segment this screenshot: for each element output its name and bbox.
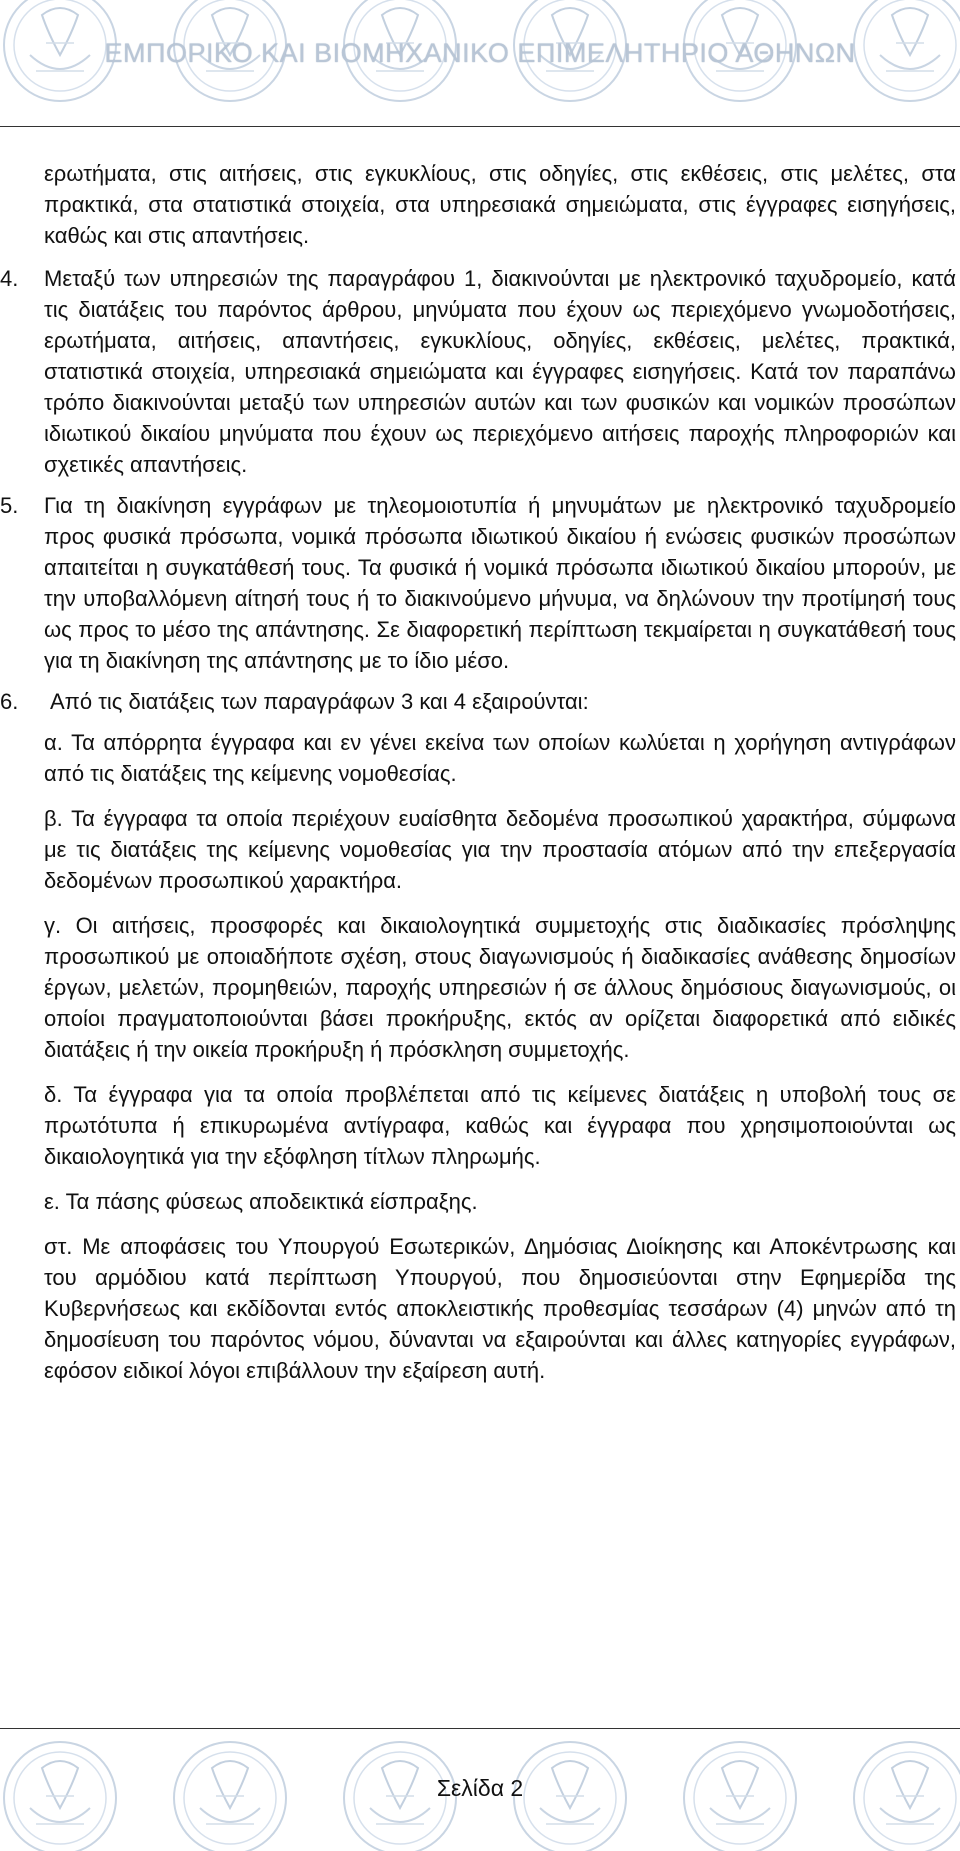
paragraph-6	[0, 686, 956, 717]
paragraph-number: 6.	[0, 689, 19, 714]
subitem-a: α. Τα απόρρητα έγγραφα και εν γένει εκείνα των οποίων κωλύεται η χορήγηση αντιγράφων από τις διατάξεις της κείμενης νομοθεσίας.	[44, 730, 956, 786]
document-body	[0, 158, 956, 1386]
paragraph-5	[0, 490, 956, 676]
subitem-c: γ. Οι αιτήσεις, προσφορές και δικαιολογητικά συμμετοχής στις διαδικασίες πρόσληψης προσωπικού με οποιαδήποτε σχέση, στους διαγωνισμούς ή διαδικασίες ανάθεσης δημοσίων έργων, μελετών, προμηθειών, παροχής υπηρεσιών ή σε άλλους δημόσιους διαγωνισμούς, οι οποίοι πραγματοποιούνται βάσει προκήρυξης, εκτός αν ορίζεται διαφορετικά από ειδικές διατάξεις ή την οικεία προκήρυξη ή πρόσκληση συμμετοχής.	[44, 913, 956, 1062]
paragraph-text: Για τη διακίνηση εγγράφων με τηλεομοιοτυπία ή μηνυμάτων με ηλεκτρονικό ταχυδρομείο προς φυσικά πρόσωπα, νομικά πρόσωπα ιδιωτικού δικαίου ή ενώσεις φυσικών προσώπων απαιτείται η συγκατάθεσή τους. Τα φυσικά ή νομικά πρόσωπα ιδιωτικού δικαίου μπορούν, με την υποβαλλόμενη αίτησή τους ή το διακινούμενο μήνυμα, να δηλώνουν την προτίμησή τους ως προς το μέσο της απάντησης. Σε διαφορετική περίπτωση τεκμαίρεται η συγκατάθεσή τους για τη διακίνηση της απάντησης με το ίδιο μέσο.	[44, 493, 956, 673]
page-number: Σελίδα 2	[436, 1775, 524, 1801]
chamber-title: ΕΜΠΟΡΙΚΟ ΚΑΙ ΒΙΟΜΗΧΑΝΙΚΟ ΕΠΙΜΕΛΗΤΗΡΙΟ ΑΘΗΝΩΝ	[104, 38, 856, 68]
paragraph-text: Από τις διατάξεις των παραγράφων 3 και 4 εξαιρούνται:	[50, 689, 589, 714]
subitem-e: ε. Τα πάσης φύσεως αποδεικτικά είσπραξης.	[44, 1189, 478, 1214]
paragraph-number: 5.	[0, 493, 19, 518]
subitem-d: δ. Τα έγγραφα για τα οποία προβλέπεται από τις κείμενες διατάξεις η υποβολή τους σε πρωτότυπα ή επικυρωμένα αντίγραφα, καθώς και έγγραφα που χρησιμοποιούνται ως δικαιολογητικά για την εξόφληση τίτλων πληρωμής.	[44, 1082, 956, 1169]
paragraph-4	[0, 263, 956, 480]
header-divider	[0, 126, 960, 127]
paragraph-text: Μεταξύ των υπηρεσιών της παραγράφου 1, διακινούνται με ηλεκτρονικό ταχυδρομείο, κατά τις διατάξεις του παρόντος άρθρου, μηνύματα που έχουν ως περιεχόμενο γνωμοδοτήσεις, ερωτήματα, αιτήσεις, απαντήσεις, εγκυκλίους, οδηγίες, εκθέσεις, μελέτες, πρακτικά, στατιστικά στοιχεία, υπηρεσιακά σημειώματα και έγγραφες εισηγήσεις. Κατά τον παραπάνω τρόπο διακινούνται μεταξύ των υπηρεσιών αυτών και των φυσικών και νομικών προσώπων ιδιωτικού δικαίου μηνύματα που έχουν ως περιεχόμενο αιτήσεις παροχής πληροφοριών και σχετικές απαντήσεις.	[44, 266, 956, 477]
subitem-b: β. Τα έγγραφα τα οποία περιέχουν ευαίσθητα δεδομένα προσωπικού χαρακτήρα, σύμφωνα με τις διατάξεις της κείμενης νομοθεσίας για την προστασία ατόμων από την επεξεργασία δεδομένων προσωπικού χαρακτήρα.	[44, 806, 956, 893]
subitem-st: στ. Με αποφάσεις του Υπουργού Εσωτερικών, Δημόσιας Διοίκησης και Αποκέντρωσης και του αρμόδιου κατά περίπτωση Υπουργού, που δημοσιεύονται στην Εφημερίδα της Κυβερνήσεως και εκδίδονται εντός αποκλειστικής προθεσμίας τεσσάρων (4) μηνών από τη δημοσίευση του παρόντος νόμου, δύνανται να εξαιρούνται και άλλες κατηγορίες εγγράφων, εφόσον ειδικοί λόγοι επιβάλλουν την εξαίρεση αυτή.	[44, 1234, 956, 1383]
continuation-text: ερωτήματα, στις αιτήσεις, στις εγκυκλίους, στις οδηγίες, στις εκθέσεις, στις μελέτες, στα πρακτικά, στα στατιστικά στοιχεία, στα υπηρεσιακά σημειώματα, στις έγγραφες εισηγήσεις, καθώς και στις απαντήσεις.	[44, 161, 956, 248]
paragraph-number: 4.	[0, 266, 19, 291]
